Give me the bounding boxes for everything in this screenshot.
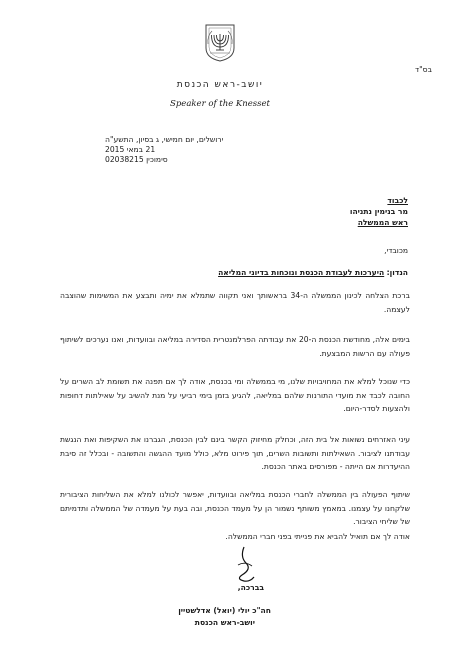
subject-text: היערכות לעבודת הכנסת ונוכחות בדיוני המליאה xyxy=(218,268,385,277)
office-title-en: Speaker of the Knesset xyxy=(170,99,270,109)
signature-image xyxy=(230,545,260,585)
subject-label: הנדון: xyxy=(386,268,408,277)
subject-line xyxy=(108,268,408,278)
date-hebrew: ירושלים, יום חמישי, ג בסיון, התשע"ה xyxy=(105,135,224,144)
recipient-honorific: לכבוד xyxy=(387,196,408,205)
paragraph-1: ברכת הצלחה לכינון הממשלה ה-34 בראשותך ואני תקווה שתמלא את ימיה ותבצע את המשימות שהוצבה לעצמה. xyxy=(60,291,411,314)
bsd-mark: בס"ד xyxy=(415,65,432,74)
paragraph-3: כדי שנוכל למלא את המחויבויות שלנו, מי בממשלה ומי בכנסת, אודה לך אם תפנה את תשומת לב השרים על החובה לכבד את מועדי התורנות שלהם במליאה, להגיע בזמן בימי רביעי על מנת להשיב על שאילתות דחופות ולהצעות לסדר-היום. xyxy=(60,377,410,413)
paragraph-2: בימים אלה, מחודשת הכנסת ה-20 את עבודתה הפרלמנטרית הסדירה במליאה ובוועדות, ואנו נערכים לשיתוף פעולה עם הרשות המבצעת. xyxy=(60,335,411,358)
recipient-name: מר בנימין נתניהו xyxy=(349,207,408,216)
paragraph-5: שיתוף הפעולה בין הממשלה לחברי הכנסת במליאה ובוועדות, יאפשר לכולנו למלא את השליחות הציבורית שלקחנו על עצמנו. במאמץ משותף נשמור הן על מעמד הכנסת, ובה בעת על מעמדה של הממשלה ותדמיתם של שליחי הציבור. xyxy=(60,490,410,526)
date-gregorian: 21 במאי 2015 xyxy=(105,145,156,154)
salutation: מכובדי, xyxy=(384,246,408,255)
recipient-title: ראש הממשלה xyxy=(357,218,408,227)
knesset-emblem-icon xyxy=(203,22,237,62)
closing-greeting: בברכה, xyxy=(237,583,264,592)
paragraph-4: עיני האזרחים נשואות אל בית הזה, וכחלק מחיזוק הקשר בינם לבין הכנסת, הגברנו את השקיפות ואת הנגשת עבודתנו לציבור. השאילתות ותשובות השרים, תוך פירוט מלא, כולל מועד ההגשה והתשובה - ובכלל זה סיבת ההיעדרות אם הייתה - מפורסים באתר הכנסת. xyxy=(60,435,410,471)
reference-number: סימוכין 02038215 xyxy=(105,155,168,164)
paragraph-6: אודה לך אם תואיל להביא את פנייתי בפני חברי הממשלה. xyxy=(225,532,410,541)
office-title-he: יושב-ראש הכנסת xyxy=(176,80,264,90)
signatory-title: יושב-ראש הכנסת xyxy=(194,618,255,627)
signatory-name: חה"כ יולי (יואל) אדלשטיין xyxy=(178,606,271,615)
